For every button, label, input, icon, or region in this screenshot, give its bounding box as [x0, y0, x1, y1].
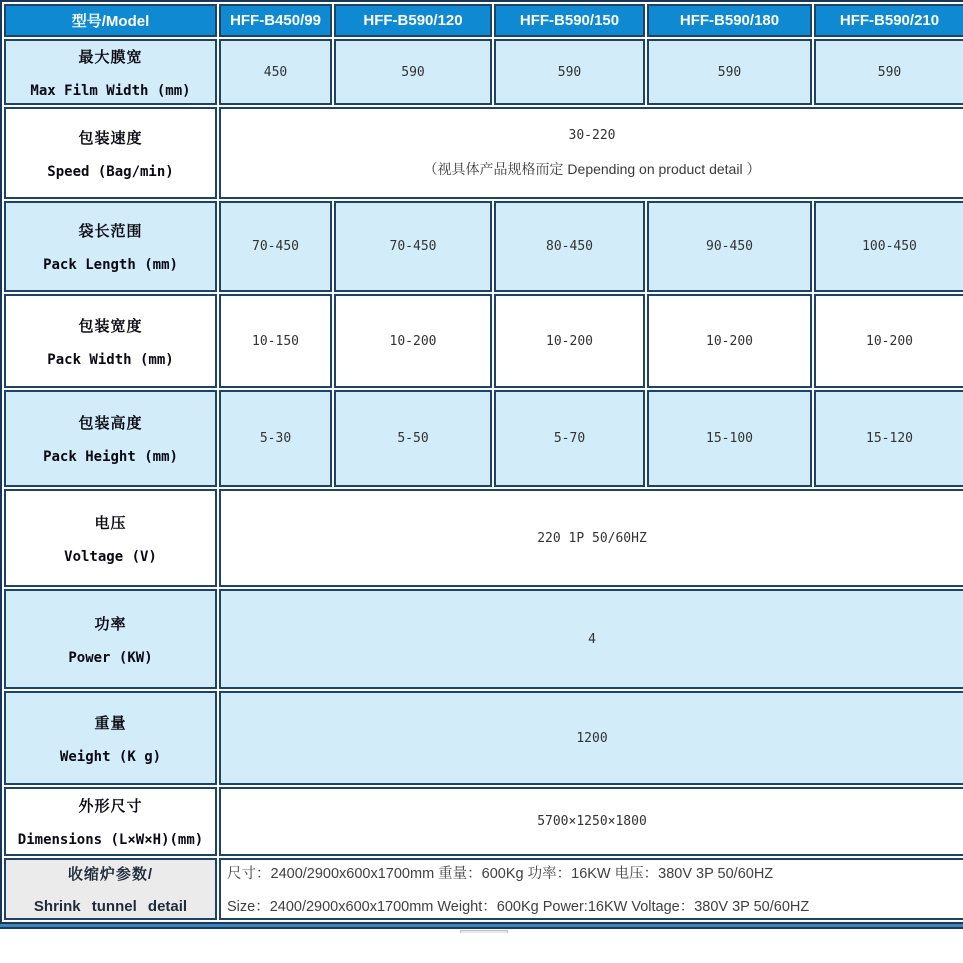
value-cell: 15-120 — [814, 390, 963, 487]
row-label-zh: 最大膜宽 — [78, 47, 143, 66]
value-cell: 590 — [494, 39, 645, 105]
value-cell: 590 — [334, 39, 492, 105]
header-model-label: 型号/Model — [4, 4, 217, 37]
row-label-pack-length — [4, 201, 217, 292]
row-speed — [4, 107, 963, 199]
row-label-weight — [4, 691, 217, 785]
row-dimensions — [4, 787, 963, 856]
row-weight — [4, 691, 963, 785]
row-label-shrink-tunnel — [4, 858, 217, 920]
value-cell: 5-50 — [334, 390, 492, 487]
row-label-dimensions — [4, 787, 217, 856]
row-label-en: Speed (Bag/min) — [47, 163, 174, 180]
row-shrink-tunnel — [4, 858, 963, 920]
header-model-1: HFF-B450/99 — [219, 4, 332, 37]
header-model-2: HFF-B590/120 — [334, 4, 492, 37]
speed-range: 30-220 — [568, 127, 616, 143]
header-model-3: HFF-B590/150 — [494, 4, 645, 37]
row-label-zh: 包装速度 — [78, 128, 143, 147]
value-cell: 15-100 — [647, 390, 812, 487]
row-label-zh: 包装高度 — [78, 414, 143, 432]
value-cell: 10-200 — [334, 294, 492, 388]
value-cell-merged: 220 1P 50/60HZ — [219, 489, 963, 587]
row-label-voltage — [4, 489, 217, 587]
value-cell: 590 — [814, 39, 963, 105]
value-cell-merged: 4 — [219, 589, 963, 689]
row-label-pack-height — [4, 390, 217, 487]
row-label-zh: 电压 — [94, 513, 127, 532]
value-cell: 70-450 — [334, 201, 492, 292]
value-cell-merged: 1200 — [219, 691, 963, 785]
row-power — [4, 589, 963, 689]
row-label-en: Pack Width (mm) — [47, 351, 174, 368]
value-cell: 10-200 — [647, 294, 812, 388]
row-pack-length — [4, 201, 963, 292]
row-max-film-width — [4, 39, 963, 105]
speed-note: （视具体产品规格而定 Depending on product detail ） — [423, 160, 761, 177]
row-label-max-film-width — [4, 39, 217, 105]
shrink-detail-en: Size：2400/2900x600x1700mm Weight：600Kg Power:16KW Voltage：380V 3P 50/60HZ — [227, 899, 810, 915]
row-label-zh: 包装宽度 — [78, 316, 143, 335]
value-cell: 5-30 — [219, 390, 332, 487]
row-label-zh: 功率 — [94, 614, 127, 633]
row-label-en: Dimensions (L×W×H)(mm) — [17, 832, 204, 848]
value-cell: 100-450 — [814, 201, 963, 292]
value-cell: 10-200 — [814, 294, 963, 388]
cropped-caption-sliver — [460, 930, 508, 933]
row-label-zh: 袋长范围 — [78, 222, 143, 240]
row-label-en: Power (KW) — [68, 649, 153, 666]
row-label-en: Voltage (V) — [64, 548, 157, 565]
value-cell: 450 — [219, 39, 332, 105]
row-label-en: Shrink tunnel detail — [33, 898, 188, 915]
value-cell: 10-200 — [494, 294, 645, 388]
row-label-pack-width — [4, 294, 217, 388]
header-model-5: HFF-B590/210 — [814, 4, 963, 37]
row-pack-width — [4, 294, 963, 388]
row-label-en: Pack Height (mm) — [43, 449, 178, 465]
value-cell-merged — [219, 858, 963, 920]
header-row — [4, 4, 963, 37]
row-label-en: Pack Length (mm) — [43, 257, 178, 273]
value-cell: 80-450 — [494, 201, 645, 292]
value-cell: 590 — [647, 39, 812, 105]
value-cell: 70-450 — [219, 201, 332, 292]
header-model-4: HFF-B590/180 — [647, 4, 812, 37]
row-label-power — [4, 589, 217, 689]
row-label-zh: 外形尺寸 — [78, 797, 143, 815]
row-pack-height — [4, 390, 963, 487]
row-label-zh: 收缩炉参数/ — [67, 866, 154, 883]
row-label-en: Weight (K g) — [59, 748, 162, 765]
row-label-en: Max Film Width (mm) — [30, 82, 191, 99]
shrink-detail-zh: 尺寸：2400/2900x600x1700mm 重量：600Kg 功率：16KW 电压：380V 3P 50/60HZ — [227, 866, 774, 882]
row-label-speed — [4, 107, 217, 199]
row-label-zh: 重量 — [94, 713, 127, 732]
row-voltage — [4, 489, 963, 587]
value-cell: 10-150 — [219, 294, 332, 388]
value-cell: 5-70 — [494, 390, 645, 487]
value-cell-merged — [219, 107, 963, 199]
value-cell: 90-450 — [647, 201, 812, 292]
value-cell-merged: 5700×1250×1800 — [219, 787, 963, 856]
bottom-strip — [0, 929, 963, 932]
